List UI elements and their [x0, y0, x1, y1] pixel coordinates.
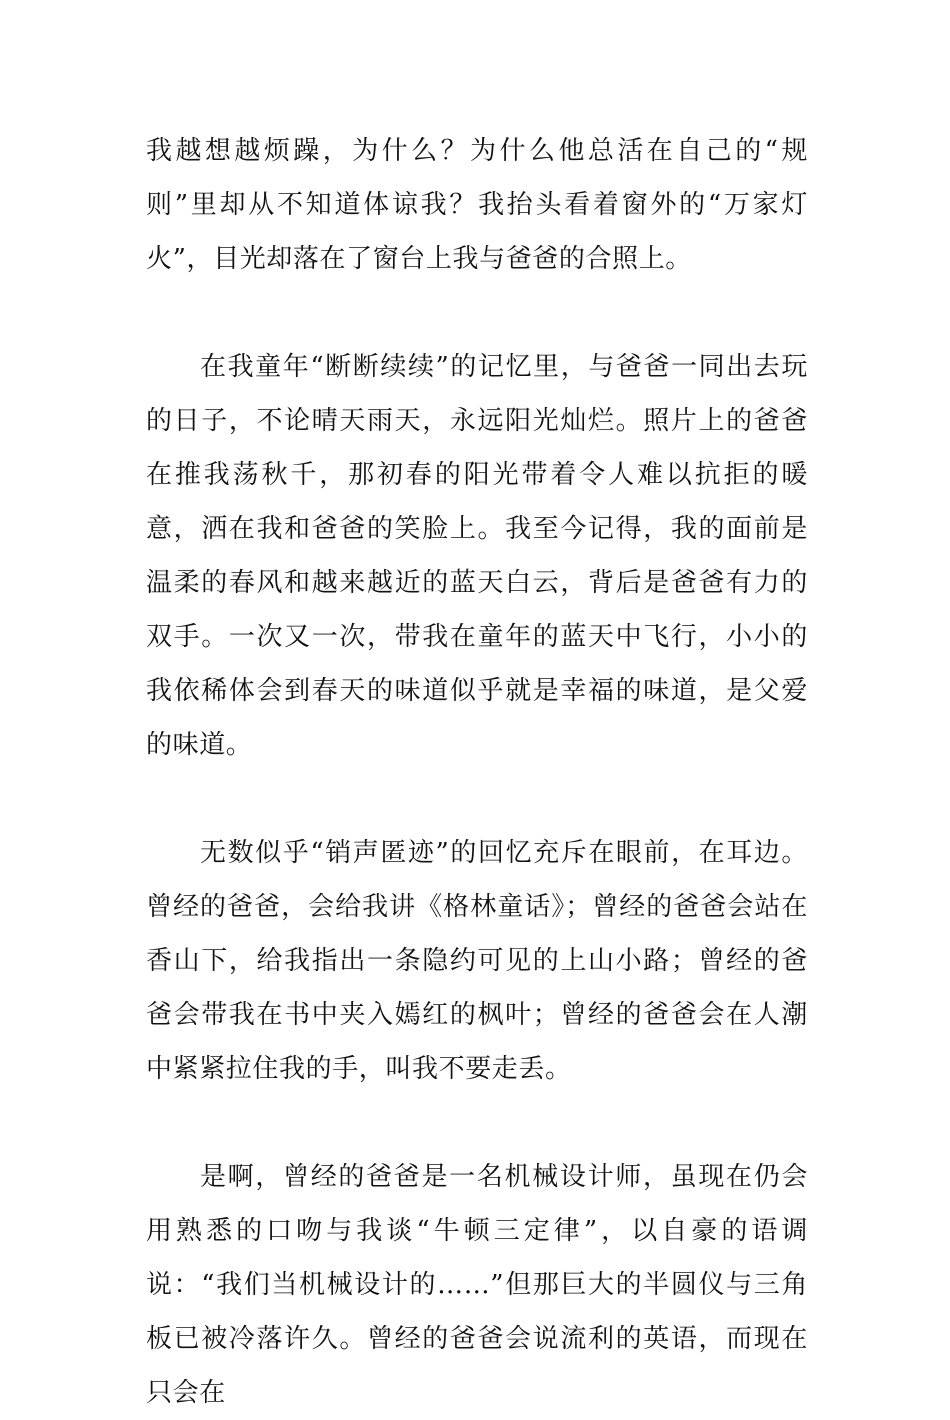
paragraph-2: 在我童年“断断续续”的记忆里，与爸爸一同出去玩的日子，不论晴天雨天，永远阳光灿烂。照片上的爸爸在推我荡秋千，那初春的阳光带着令人难以抗拒的暖意，洒在我和爸爸的笑脸上。我至今记得，我的面前是温柔的春风和越来越近的蓝天白云，背后是爸爸有力的双手。一次又一次，带我在童年的蓝天中飞行，小小的我依稀体会到春天的味道似乎就是幸福的味道，是父爱的味道。: [146, 352, 808, 760]
paragraph-3: 无数似乎“销声匿迹”的回忆充斥在眼前，在耳边。曾经的爸爸，会给我讲《格林童话》；曾经的爸爸会站在香山下，给我指出一条隐约可见的上山小路；曾经的爸爸会带我在书中夹入嫣红的枫叶；曾经的爸爸会在人潮中紧紧拉住我的手，叫我不要走丢。: [146, 838, 808, 1084]
paragraph-1: 我越想越烦躁，为什么？为什么他总活在自己的“规则”里却从不知道体谅我？我抬头看着窗外的“万家灯火”，目光却落在了窗台上我与爸爸的合照上。: [146, 136, 809, 274]
document-page: [146, 124, 808, 1420]
paragraph-4: 是啊，曾经的爸爸是一名机械设计师，虽现在仍会用熟悉的口吻与我谈“牛顿三定律”，以自豪的语调说：“我们当机械设计的……”但那巨大的半圆仪与三角板已被冷落许久。曾经的爸爸会说流利的英语，而现在只会在: [146, 1162, 808, 1408]
